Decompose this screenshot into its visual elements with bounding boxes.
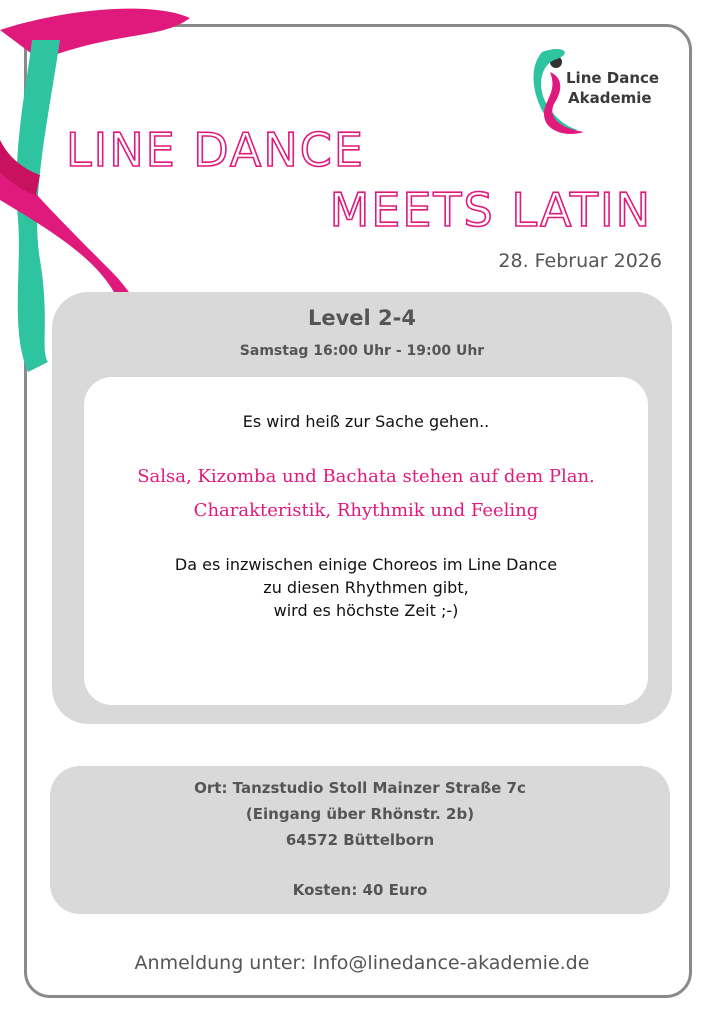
- title-line2: MEETS LATIN: [329, 183, 652, 237]
- event-time: Samstag 16:00 Uhr - 19:00 Uhr: [239, 343, 485, 359]
- page-title: [0, 0, 724, 250]
- event-text: [84, 553, 648, 622]
- location-line2: (Eingang über Rhönstr. 2b): [245, 805, 475, 823]
- event-date: 28. Februar 2026: [498, 250, 662, 272]
- text-line2: zu diesen Rhythmen gibt,: [263, 578, 469, 597]
- event-highlight: [84, 460, 648, 528]
- highlight-line2: Charakteristik, Rhythmik und Feeling: [193, 500, 539, 521]
- signup-email-link[interactable]: Info@linedance-akademie.de: [312, 952, 590, 974]
- logo-line1: Line Dance: [566, 69, 660, 87]
- highlight-line1: Salsa, Kizomba und Bachata stehen auf dem Plan.: [137, 466, 595, 487]
- event-intro: Es wird heiß zur Sache gehen..: [242, 412, 490, 431]
- text-line1: Da es inzwischen einige Choreos im Line Dance: [174, 555, 558, 574]
- location-line3: 64572 Büttelborn: [285, 831, 435, 849]
- location-info: [50, 775, 670, 853]
- title-line1: LINE DANCE: [66, 123, 365, 177]
- text-line3: wird es höchste Zeit ;-): [273, 601, 459, 620]
- costs: Kosten: 40 Euro: [292, 881, 428, 899]
- logo-line2: Akademie: [568, 89, 652, 107]
- signup-label: Anmeldung unter:: [134, 952, 307, 974]
- location-line1: Ort: Tanzstudio Stoll Mainzer Straße 7c: [194, 779, 526, 797]
- signup-line: [0, 952, 724, 974]
- event-level: Level 2-4: [307, 306, 416, 330]
